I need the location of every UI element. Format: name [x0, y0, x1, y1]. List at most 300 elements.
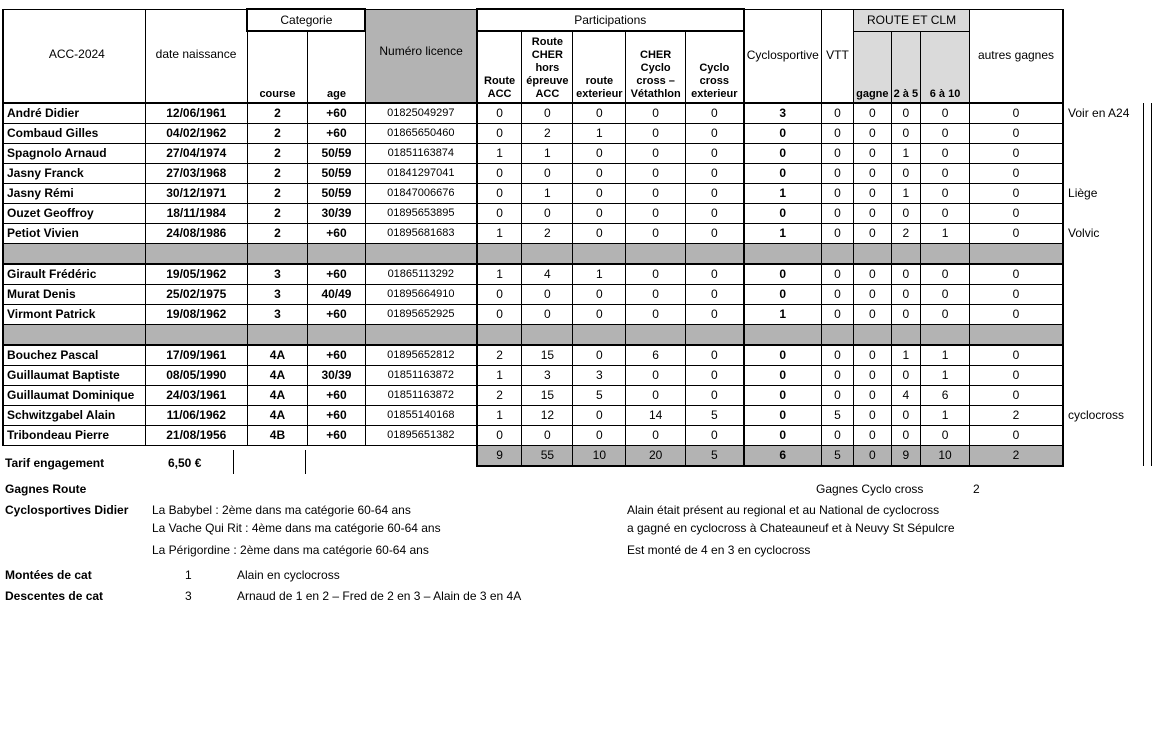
cell-vtt[interactable]: 0 [821, 366, 853, 386]
cell-2-a-5[interactable]: 2 [891, 224, 921, 244]
cell-age[interactable]: +60 [308, 345, 366, 366]
cell-route-cher-hors-epreuve [522, 244, 573, 265]
cell-date-naissance[interactable]: 21/08/1956 [145, 426, 247, 446]
cell-6-a-10[interactable]: 0 [921, 285, 970, 305]
cell-age[interactable]: 40/49 [308, 285, 366, 305]
cell-name[interactable]: Girault Frédéric [3, 264, 145, 285]
col-header-autres-gagnes[interactable]: autres gagnes [969, 9, 1063, 103]
cell-route-acc[interactable]: 0 [477, 164, 522, 184]
cell-course[interactable]: 2 [247, 224, 307, 244]
cell-route-exterieur [573, 244, 626, 265]
group-header-route-et-clm[interactable]: ROUTE ET CLM [854, 9, 970, 31]
cell-gagne[interactable]: 0 [854, 406, 891, 426]
cell-route-cher-hors-epreuve[interactable]: 2 [522, 124, 573, 144]
cell-cyclosportive[interactable]: 0 [744, 386, 822, 406]
cell-age[interactable]: +60 [308, 305, 366, 325]
cell-autres-gagnes[interactable]: 0 [969, 103, 1063, 124]
cell-route-exterieur[interactable]: 0 [573, 426, 626, 446]
col-header-date-naissance[interactable]: date naissance [145, 9, 247, 103]
col-header-gagne[interactable]: gagne [854, 31, 891, 103]
cell-cyclocross-exterieur[interactable]: 0 [685, 285, 743, 305]
cell-route-cher-hors-epreuve[interactable]: 0 [522, 164, 573, 184]
cell-cher-cyclocross-vetathlon[interactable]: 0 [626, 366, 686, 386]
cell-date-naissance[interactable]: 08/05/1990 [145, 366, 247, 386]
cell-2-a-5[interactable]: 0 [891, 366, 921, 386]
cell-route-acc[interactable]: 0 [477, 124, 522, 144]
cell-cyclocross-exterieur[interactable]: 0 [685, 124, 743, 144]
cell-gagne[interactable]: 0 [854, 204, 891, 224]
cell-vtt[interactable]: 5 [821, 446, 853, 467]
cell-date-naissance [145, 244, 247, 265]
cell-numero-licence[interactable]: 01895653895 [365, 204, 476, 224]
cell-name[interactable]: André Didier [3, 103, 145, 124]
cell-name[interactable]: Virmont Patrick [3, 305, 145, 325]
cell-cyclosportive[interactable]: 1 [744, 224, 822, 244]
cell-course[interactable]: 4A [247, 386, 307, 406]
cell-route-acc[interactable]: 2 [477, 386, 522, 406]
cell-cyclosportive[interactable]: 0 [744, 204, 822, 224]
cell-2-a-5[interactable]: 0 [891, 264, 921, 285]
cell-6-a-10[interactable]: 1 [921, 345, 970, 366]
cell-6-a-10[interactable]: 1 [921, 224, 970, 244]
cell-vtt[interactable]: 0 [821, 184, 853, 204]
row-annotation[interactable]: Liège [1063, 184, 1143, 204]
cell-age[interactable]: +60 [308, 124, 366, 144]
cell-route-exterieur[interactable]: 0 [573, 103, 626, 124]
cell-numero-licence[interactable]: 01895652925 [365, 305, 476, 325]
cell-gagne[interactable]: 0 [854, 164, 891, 184]
cell-autres-gagnes[interactable]: 0 [969, 305, 1063, 325]
col-header-numero-licence[interactable]: Numéro licence [365, 9, 476, 103]
cell-autres-gagnes[interactable]: 0 [969, 224, 1063, 244]
cell-age[interactable]: 30/39 [308, 204, 366, 224]
cell-date-naissance[interactable]: 19/08/1962 [145, 305, 247, 325]
cell-date-naissance[interactable]: 30/12/1971 [145, 184, 247, 204]
cell-age[interactable]: +60 [308, 224, 366, 244]
cell-route-exterieur[interactable]: 0 [573, 406, 626, 426]
cell-numero-licence[interactable]: 01855140168 [365, 406, 476, 426]
cell-gagne[interactable]: 0 [854, 124, 891, 144]
cell-autres-gagnes[interactable]: 2 [969, 446, 1063, 467]
cell-route-exterieur[interactable]: 1 [573, 264, 626, 285]
cell-autres-gagnes[interactable]: 0 [969, 366, 1063, 386]
cell-course[interactable]: 4A [247, 345, 307, 366]
cell-cyclosportive[interactable]: 0 [744, 164, 822, 184]
cell-cyclocross-exterieur[interactable]: 0 [685, 144, 743, 164]
cell-route-cher-hors-epreuve[interactable]: 0 [522, 426, 573, 446]
cell-gagne[interactable]: 0 [854, 366, 891, 386]
cell-cyclosportive[interactable]: 0 [744, 366, 822, 386]
cell-2-a-5[interactable]: 1 [891, 345, 921, 366]
cell-cher-cyclocross-vetathlon[interactable]: 20 [626, 446, 686, 467]
col-header-course[interactable]: course [247, 31, 307, 103]
cell-route-exterieur[interactable]: 0 [573, 164, 626, 184]
table-row [3, 406, 1152, 426]
cell-numero-licence[interactable]: 01895651382 [365, 426, 476, 446]
cell-numero-licence[interactable]: 01851163872 [365, 386, 476, 406]
cell-vtt[interactable]: 0 [821, 204, 853, 224]
cell-6-a-10[interactable]: 0 [921, 204, 970, 224]
cell-vtt[interactable]: 0 [821, 285, 853, 305]
cell-route-exterieur[interactable]: 0 [573, 224, 626, 244]
cell-cyclocross-exterieur[interactable]: 0 [685, 386, 743, 406]
cell-course[interactable]: 2 [247, 184, 307, 204]
cell-numero-licence[interactable]: 01865113292 [365, 264, 476, 285]
cell-2-a-5[interactable]: 1 [891, 184, 921, 204]
col-header-route-acc[interactable]: Route ACC [477, 31, 522, 103]
cell-route-cher-hors-epreuve[interactable]: 0 [522, 103, 573, 124]
cell-cyclocross-exterieur[interactable]: 0 [685, 264, 743, 285]
cell-vtt[interactable]: 0 [821, 426, 853, 446]
cell-route-cher-hors-epreuve[interactable]: 1 [522, 144, 573, 164]
cell-numero-licence[interactable]: 01851163874 [365, 144, 476, 164]
cell-date-naissance[interactable]: 12/06/1961 [145, 103, 247, 124]
cell-name[interactable]: Murat Denis [3, 285, 145, 305]
cell-date-naissance[interactable]: 25/02/1975 [145, 285, 247, 305]
cell-age[interactable]: +60 [308, 264, 366, 285]
cell-2-a-5[interactable]: 0 [891, 124, 921, 144]
cell-route-cher-hors-epreuve[interactable]: 4 [522, 264, 573, 285]
cell-route-acc[interactable]: 1 [477, 144, 522, 164]
cell-course[interactable]: 2 [247, 103, 307, 124]
cell-gagne[interactable]: 0 [854, 264, 891, 285]
cell-autres-gagnes[interactable]: 0 [969, 285, 1063, 305]
cell-age[interactable]: 30/39 [308, 366, 366, 386]
cell-6-a-10[interactable]: 0 [921, 184, 970, 204]
cell-date-naissance[interactable]: 04/02/1962 [145, 124, 247, 144]
cell-cyclosportive[interactable]: 1 [744, 305, 822, 325]
cell-course[interactable]: 2 [247, 164, 307, 184]
cell-date-naissance[interactable]: 19/05/1962 [145, 264, 247, 285]
cell-name[interactable]: Combaud Gilles [3, 124, 145, 144]
cell-cher-cyclocross-vetathlon[interactable]: 0 [626, 144, 686, 164]
cell-cher-cyclocross-vetathlon[interactable]: 0 [626, 103, 686, 124]
cell-course[interactable]: 4B [247, 426, 307, 446]
cell-route-acc[interactable]: 1 [477, 264, 522, 285]
cell-2-a-5[interactable]: 0 [891, 426, 921, 446]
cell-autres-gagnes[interactable]: 0 [969, 426, 1063, 446]
tarif-engagement-label: Tarif engagement [5, 456, 105, 470]
cell-autres-gagnes[interactable]: 0 [969, 386, 1063, 406]
cell-route-acc[interactable]: 9 [477, 446, 522, 467]
cell-cher-cyclocross-vetathlon[interactable]: 0 [626, 305, 686, 325]
descentes-de-cat-value[interactable]: 3 [185, 589, 192, 603]
cell-gagne[interactable]: 0 [854, 224, 891, 244]
cell-route-cher-hors-epreuve[interactable]: 55 [522, 446, 573, 467]
cell-name[interactable]: Jasny Franck [3, 164, 145, 184]
cell-autres-gagnes[interactable]: 0 [969, 164, 1063, 184]
cell-cyclocross-exterieur[interactable]: 0 [685, 103, 743, 124]
cell-cher-cyclocross-vetathlon[interactable]: 14 [626, 406, 686, 426]
cell-date-naissance[interactable]: 11/06/1962 [145, 406, 247, 426]
cell-cher-cyclocross-vetathlon[interactable]: 0 [626, 204, 686, 224]
cell-vtt[interactable]: 0 [821, 224, 853, 244]
cell-numero-licence[interactable] [365, 446, 476, 467]
cell-route-exterieur[interactable]: 5 [573, 386, 626, 406]
row-annotation[interactable]: Volvic [1063, 224, 1143, 244]
row-annotation [1063, 244, 1143, 265]
cell-numero-licence[interactable]: 01865650460 [365, 124, 476, 144]
cell-age[interactable]: +60 [308, 406, 366, 426]
cell-cher-cyclocross-vetathlon[interactable]: 0 [626, 124, 686, 144]
cell-cyclocross-exterieur[interactable]: 0 [685, 184, 743, 204]
cell-6-a-10[interactable]: 6 [921, 386, 970, 406]
cell-age[interactable]: 50/59 [308, 144, 366, 164]
cell-cher-cyclocross-vetathlon[interactable]: 0 [626, 386, 686, 406]
cell-6-a-10[interactable]: 0 [921, 144, 970, 164]
sheet-title[interactable]: ACC-2024 [3, 9, 145, 103]
cell-route-acc[interactable]: 1 [477, 224, 522, 244]
cell-cyclosportive[interactable]: 1 [744, 184, 822, 204]
table-row [3, 204, 1152, 224]
cell-gagne[interactable]: 0 [854, 345, 891, 366]
edge-cell [1143, 164, 1151, 184]
cell-date-naissance[interactable]: 18/11/1984 [145, 204, 247, 224]
cell-gagne[interactable]: 0 [854, 103, 891, 124]
cell-route-cher-hors-epreuve[interactable]: 12 [522, 406, 573, 426]
cell-numero-licence[interactable]: 01851163872 [365, 366, 476, 386]
cell-autres-gagnes[interactable]: 0 [969, 184, 1063, 204]
cell-2-a-5[interactable]: 0 [891, 305, 921, 325]
cell-6-a-10[interactable]: 0 [921, 305, 970, 325]
cell-name[interactable]: Guillaumat Baptiste [3, 366, 145, 386]
cell-route-exterieur[interactable]: 0 [573, 204, 626, 224]
cell-cyclocross-exterieur[interactable]: 0 [685, 305, 743, 325]
cell-6-a-10[interactable]: 0 [921, 124, 970, 144]
cell-numero-licence[interactable]: 01825049297 [365, 103, 476, 124]
cell-2-a-5[interactable]: 1 [891, 144, 921, 164]
cell-gagne[interactable]: 0 [854, 305, 891, 325]
cell-cher-cyclocross-vetathlon[interactable]: 0 [626, 285, 686, 305]
cell-cyclocross-exterieur[interactable]: 0 [685, 164, 743, 184]
cell-course[interactable]: 4A [247, 406, 307, 426]
cell-numero-licence[interactable]: 01847006676 [365, 184, 476, 204]
cell-route-exterieur[interactable]: 0 [573, 345, 626, 366]
tarif-engagement-value[interactable]: 6,50 € [168, 456, 202, 470]
cell-date-naissance[interactable]: 27/03/1968 [145, 164, 247, 184]
cell-cyclocross-exterieur[interactable]: 0 [685, 366, 743, 386]
cell-cyclosportive[interactable]: 0 [744, 285, 822, 305]
cell-route-cher-hors-epreuve[interactable]: 0 [522, 204, 573, 224]
cell-route-cher-hors-epreuve[interactable]: 15 [522, 345, 573, 366]
cell-vtt[interactable]: 0 [821, 124, 853, 144]
cell-cyclocross-exterieur[interactable]: 0 [685, 204, 743, 224]
cell-autres-gagnes[interactable]: 0 [969, 144, 1063, 164]
cell-gagne[interactable]: 0 [854, 184, 891, 204]
cell-numero-licence[interactable]: 01895664910 [365, 285, 476, 305]
row-annotation[interactable]: Voir en A24 [1063, 103, 1143, 124]
cell-numero-licence[interactable]: 01841297041 [365, 164, 476, 184]
cell-vtt[interactable]: 0 [821, 164, 853, 184]
cell-route-exterieur[interactable]: 0 [573, 144, 626, 164]
cell-route-acc[interactable]: 2 [477, 345, 522, 366]
cell-course[interactable]: 4A [247, 366, 307, 386]
cell-date-naissance[interactable]: 17/09/1961 [145, 345, 247, 366]
cell-gagne[interactable]: 0 [854, 144, 891, 164]
cell-name[interactable]: Bouchez Pascal [3, 345, 145, 366]
cell-route-acc[interactable]: 0 [477, 285, 522, 305]
cell-name [3, 325, 145, 346]
cell-cher-cyclocross-vetathlon[interactable]: 6 [626, 345, 686, 366]
cell-name[interactable]: Ouzet Geoffroy [3, 204, 145, 224]
cell-cyclocross-exterieur[interactable]: 0 [685, 426, 743, 446]
cell-2-a-5[interactable]: 0 [891, 406, 921, 426]
cell-route-cher-hors-epreuve[interactable]: 2 [522, 224, 573, 244]
cell-route-acc[interactable]: 0 [477, 103, 522, 124]
cell-route-cher-hors-epreuve[interactable]: 1 [522, 184, 573, 204]
cell-age[interactable]: 50/59 [308, 164, 366, 184]
cell-autres-gagnes[interactable]: 0 [969, 264, 1063, 285]
cell-numero-licence[interactable]: 01895681683 [365, 224, 476, 244]
cell-course[interactable]: 3 [247, 264, 307, 285]
row-annotation [1063, 164, 1143, 184]
cell-route-acc[interactable]: 1 [477, 406, 522, 426]
cyclocross-note-2: a gagné en cyclocross à Chateauneuf et à Neuvy St Sépulcre [627, 521, 955, 535]
cell-course [247, 325, 307, 346]
col-header-6-a-10[interactable]: 6 à 10 [921, 31, 970, 103]
cell-2-a-5[interactable]: 0 [891, 204, 921, 224]
cell-name[interactable]: Guillaumat Dominique [3, 386, 145, 406]
cell-age[interactable]: 50/59 [308, 184, 366, 204]
cell-cher-cyclocross-vetathlon[interactable]: 0 [626, 184, 686, 204]
col-header-route-exterieur[interactable]: route exterieur [573, 31, 626, 103]
cell-cyclocross-exterieur[interactable]: 5 [685, 406, 743, 426]
cell-route-exterieur[interactable]: 10 [573, 446, 626, 467]
cell-cyclosportive[interactable]: 6 [744, 446, 822, 467]
cell-gagne[interactable]: 0 [854, 426, 891, 446]
cell-route-exterieur[interactable]: 1 [573, 124, 626, 144]
cell-cyclosportive[interactable]: 0 [744, 144, 822, 164]
table-row [3, 366, 1152, 386]
cell-route-cher-hors-epreuve[interactable]: 0 [522, 285, 573, 305]
cell-cher-cyclocross-vetathlon[interactable]: 0 [626, 264, 686, 285]
cell-6-a-10[interactable]: 10 [921, 446, 970, 467]
cell-cyclosportive[interactable]: 0 [744, 264, 822, 285]
col-header-route-cher-hors-epreuve[interactable]: Route CHER hors épreuve ACC [522, 31, 573, 103]
cell-name[interactable]: Spagnolo Arnaud [3, 144, 145, 164]
cell-autres-gagnes[interactable]: 0 [969, 124, 1063, 144]
cell-date-naissance[interactable]: 24/03/1961 [145, 386, 247, 406]
cell-name[interactable]: Jasny Rémi [3, 184, 145, 204]
row-annotation[interactable]: cyclocross [1063, 406, 1143, 426]
cell-vtt[interactable]: 0 [821, 345, 853, 366]
cell-vtt[interactable]: 0 [821, 305, 853, 325]
cell-route-cher-hors-epreuve[interactable]: 0 [522, 305, 573, 325]
cell-2-a-5[interactable]: 4 [891, 386, 921, 406]
cell-route-cher-hors-epreuve[interactable]: 15 [522, 386, 573, 406]
gagnes-cyclocross-value[interactable]: 2 [973, 482, 980, 496]
cell-route-exterieur[interactable]: 0 [573, 305, 626, 325]
cell-route-exterieur[interactable]: 0 [573, 285, 626, 305]
cell-cyclosportive[interactable]: 0 [744, 345, 822, 366]
row-annotation [1063, 345, 1143, 366]
col-header-cyclocross-exterieur[interactable]: Cyclo cross exterieur [685, 31, 743, 103]
row-annotation [1063, 285, 1143, 305]
cell-route-acc[interactable]: 1 [477, 366, 522, 386]
cell-route-acc[interactable]: 0 [477, 204, 522, 224]
cell-course[interactable]: 2 [247, 124, 307, 144]
cell-name[interactable]: Tribondeau Pierre [3, 426, 145, 446]
cell-cyclosportive[interactable]: 0 [744, 124, 822, 144]
cell-2-a-5[interactable]: 0 [891, 285, 921, 305]
cell-route-exterieur[interactable]: 0 [573, 184, 626, 204]
cell-course[interactable]: 3 [247, 305, 307, 325]
cell-route-cher-hors-epreuve[interactable]: 3 [522, 366, 573, 386]
col-header-vtt[interactable]: VTT [821, 9, 853, 103]
cell-autres-gagnes[interactable]: 0 [969, 204, 1063, 224]
cell-cher-cyclocross-vetathlon[interactable]: 0 [626, 426, 686, 446]
cell-2-a-5[interactable]: 0 [891, 164, 921, 184]
table-row [3, 345, 1152, 366]
cell-age[interactable] [308, 446, 366, 467]
cell-6-a-10[interactable]: 1 [921, 366, 970, 386]
cell-name[interactable]: Petiot Vivien [3, 224, 145, 244]
cell-gagne[interactable]: 0 [854, 285, 891, 305]
cell-route-acc[interactable]: 0 [477, 426, 522, 446]
cell-2-a-5[interactable]: 0 [891, 103, 921, 124]
cell-course[interactable]: 2 [247, 144, 307, 164]
cell-cyclocross-exterieur[interactable]: 0 [685, 224, 743, 244]
montees-de-cat-value[interactable]: 1 [185, 568, 192, 582]
group-header-participations[interactable]: Participations [477, 9, 744, 31]
cell-course[interactable]: 3 [247, 285, 307, 305]
cell-numero-licence[interactable]: 01895652812 [365, 345, 476, 366]
row-annotation [1063, 305, 1143, 325]
cell-cyclocross-exterieur[interactable]: 0 [685, 345, 743, 366]
edge-header-spacer [1143, 9, 1151, 103]
cell-6-a-10[interactable]: 0 [921, 426, 970, 446]
cell-course[interactable]: 2 [247, 204, 307, 224]
cell-route-exterieur[interactable]: 3 [573, 366, 626, 386]
cell-age[interactable]: +60 [308, 103, 366, 124]
col-header-cyclosportive[interactable]: Cyclosportive [744, 9, 822, 103]
col-header-age[interactable]: age [308, 31, 366, 103]
cell-vtt[interactable]: 5 [821, 406, 853, 426]
col-header-cher-cyclocross-vetathlon[interactable]: CHER Cyclo cross – Vétathlon [626, 31, 686, 103]
cell-vtt[interactable]: 0 [821, 386, 853, 406]
cell-age[interactable]: +60 [308, 386, 366, 406]
cell-6-a-10[interactable]: 0 [921, 164, 970, 184]
cell-route-acc[interactable]: 0 [477, 184, 522, 204]
cell-cyclocross-exterieur[interactable]: 5 [685, 446, 743, 467]
cell-age[interactable]: +60 [308, 426, 366, 446]
cell-2-a-5[interactable]: 9 [891, 446, 921, 467]
group-header-categorie[interactable]: Categorie [247, 9, 365, 31]
cell-vtt[interactable]: 0 [821, 144, 853, 164]
cell-date-naissance[interactable]: 24/08/1986 [145, 224, 247, 244]
col-header-2-a-5[interactable]: 2 à 5 [891, 31, 921, 103]
cell-6-a-10[interactable]: 1 [921, 406, 970, 426]
cell-vtt[interactable]: 0 [821, 264, 853, 285]
cell-cyclosportive[interactable]: 0 [744, 406, 822, 426]
cell-date-naissance[interactable]: 27/04/1974 [145, 144, 247, 164]
cell-name[interactable]: Schwitzgabel Alain [3, 406, 145, 426]
cell-cyclosportive[interactable]: 0 [744, 426, 822, 446]
cell-cher-cyclocross-vetathlon[interactable]: 0 [626, 164, 686, 184]
cell-autres-gagnes[interactable]: 0 [969, 345, 1063, 366]
cell-vtt[interactable]: 0 [821, 103, 853, 124]
cell-6-a-10[interactable]: 0 [921, 264, 970, 285]
cell-gagne[interactable]: 0 [854, 446, 891, 467]
spacer-row [3, 325, 1152, 346]
cell-6-a-10[interactable]: 0 [921, 103, 970, 124]
cell-cher-cyclocross-vetathlon[interactable]: 0 [626, 224, 686, 244]
cell-route-acc[interactable]: 0 [477, 305, 522, 325]
cell-gagne[interactable]: 0 [854, 386, 891, 406]
cell-autres-gagnes[interactable]: 2 [969, 406, 1063, 426]
row-annotation [1063, 426, 1143, 446]
cell-cyclosportive[interactable]: 3 [744, 103, 822, 124]
